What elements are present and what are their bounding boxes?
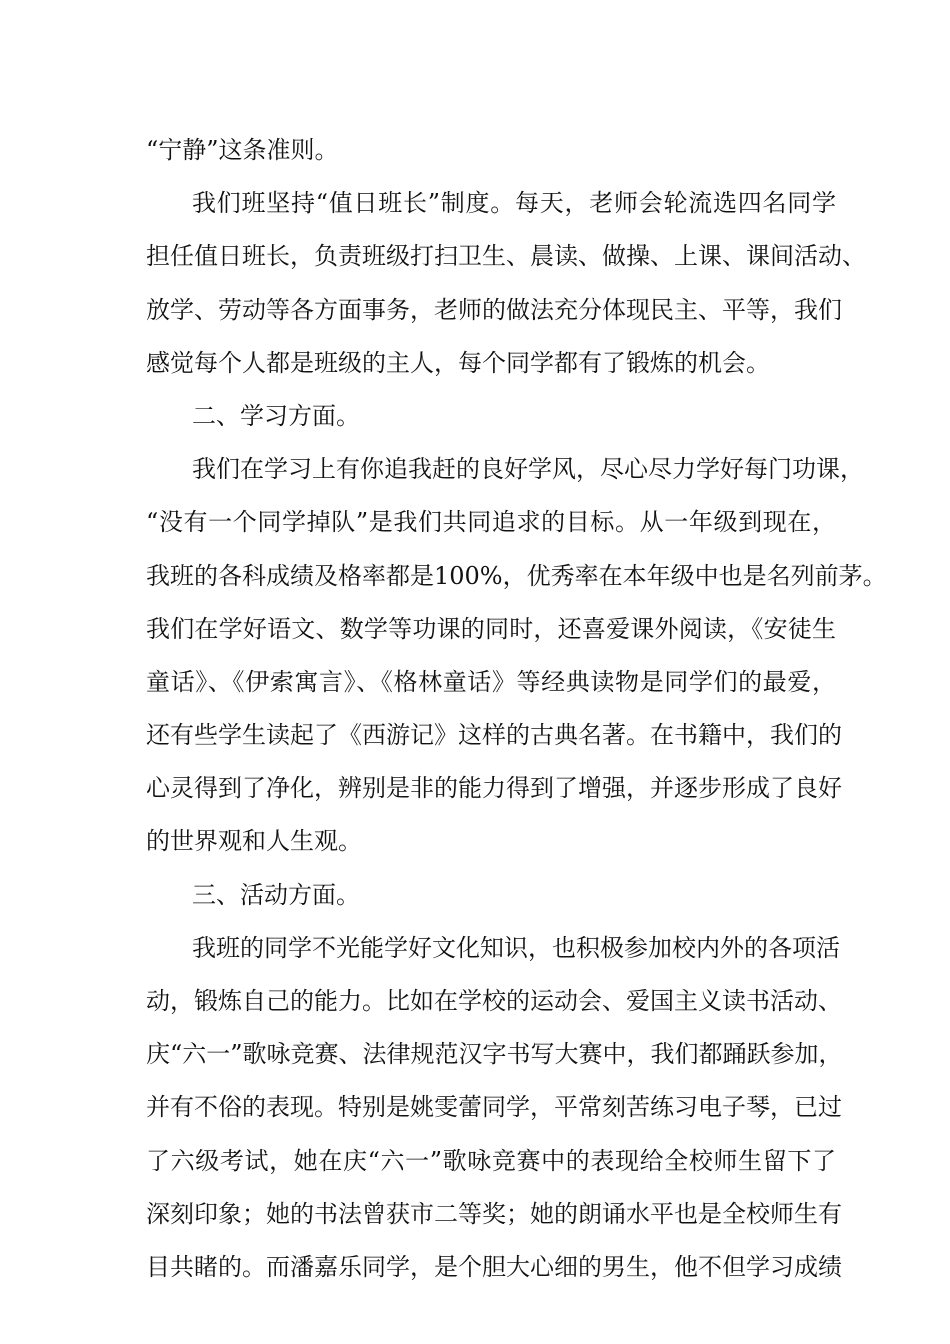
text-line: 了六级考试，她在庆“六一”歌咏竞赛中的表现给全校师生留下了 — [146, 1146, 836, 1175]
text-line: 并有不俗的表现。特别是姚雯蕾同学，平常刻苦练习电子琴，已过 — [146, 1093, 842, 1122]
text-line: 童话》、《伊索寓言》、《格林童话》等经典读物是同学们的最爱， — [146, 667, 836, 696]
paragraph-first-line: 我们在学习上有你追我赶的良好学风，尽心尽力学好每门功课， — [192, 455, 864, 484]
paragraph-first-line: 我们班坚持“值日班长”制度。每天，老师会轮流选四名同学 — [192, 189, 836, 218]
text-line: 动，锻炼自己的能力。比如在学校的运动会、爱国主义读书活动、 — [146, 987, 842, 1015]
text-line: 我班的各科成绩及格率都是100%，优秀率在本年级中也是名列前茅。 — [146, 561, 887, 590]
text-line: “没有一个同学掉队”是我们共同追求的目标。从一年级到现在， — [146, 508, 836, 537]
text-line: 我们在学好语文、数学等功课的同时，还喜爱课外阅读，《安徒生 — [146, 614, 836, 643]
text-line: 目共睹的。而潘嘉乐同学，是个胆大心细的男生，他不但学习成绩 — [146, 1252, 842, 1281]
text-line: “宁静”这条准则。 — [146, 136, 339, 164]
section-heading-activities: 三、活动方面。 — [192, 880, 360, 909]
text-line: 放学、劳动等各方面事务，老师的做法充分体现民主、平等，我们 — [146, 295, 842, 324]
document-body — [146, 124, 887, 1294]
text-line: 庆“六一”歌咏竞赛、法律规范汉字书写大赛中，我们都踊跃参加， — [146, 1040, 843, 1069]
section-heading-study: 二、学习方面。 — [192, 401, 360, 430]
text-line: 心灵得到了净化，辨别是非的能力得到了增强，并逐步形成了良好 — [146, 774, 842, 803]
text-line: 担任值日班长，负责班级打扫卫生、晨读、做操、上课、课间活动、 — [146, 242, 866, 271]
text-line: 感觉每个人都是班级的主人，每个同学都有了锻炼的机会。 — [146, 348, 770, 377]
paragraph-first-line: 我班的同学不光能学好文化知识，也积极参加校内外的各项活 — [192, 933, 840, 962]
text-line: 的世界观和人生观。 — [146, 827, 362, 856]
text-line: 还有些学生读起了《西游记》这样的古典名著。在书籍中，我们的 — [146, 721, 842, 750]
text-line: 深刻印象；她的书法曾获市二等奖；她的朗诵水平也是全校师生有 — [146, 1199, 842, 1228]
